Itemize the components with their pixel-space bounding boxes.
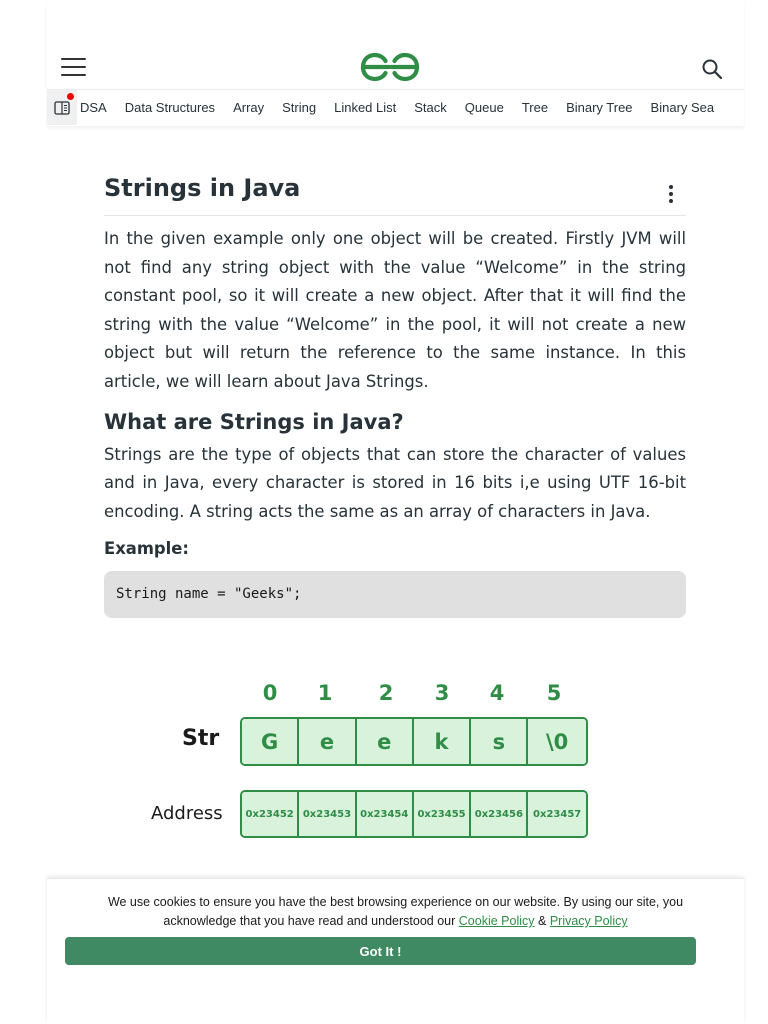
nav-item-binary-tree[interactable]: Binary Tree: [566, 100, 633, 115]
more-options-icon[interactable]: [668, 185, 674, 203]
index-label: 0: [262, 681, 278, 705]
address-cell: 0x23454: [357, 792, 414, 836]
got-it-button[interactable]: Got It !: [65, 937, 696, 965]
string-memory-diagram: [47, 666, 744, 856]
cookie-banner: [47, 878, 744, 1024]
section-heading: What are Strings in Java?: [104, 409, 404, 434]
nav-item-linked-list[interactable]: Linked List: [334, 100, 397, 115]
index-label: 3: [434, 681, 450, 705]
address-cell: 0x23457: [528, 792, 585, 836]
nav-item-data-structures[interactable]: Data Structures: [124, 100, 216, 115]
nav-item-queue[interactable]: Queue: [464, 100, 504, 115]
topic-navbar: [47, 89, 744, 125]
char-cells: [240, 717, 588, 766]
nav-item-array[interactable]: Array: [233, 100, 265, 115]
address-row-label: Address: [151, 803, 223, 824]
nav-item-binary-search[interactable]: Binary Sea: [650, 100, 715, 115]
char-cell: s: [471, 719, 528, 764]
hamburger-menu-icon[interactable]: [61, 58, 86, 76]
str-row-label: Str: [182, 726, 220, 751]
nav-item-string[interactable]: String: [282, 100, 317, 115]
address-cell: 0x23455: [414, 792, 471, 836]
char-cell: G: [242, 719, 299, 764]
section-paragraph: Strings are the type of objects that can store the character of values and in Java, every character is stored in 16 bits i,e using UTF 16-bit encoding. A string acts the same as an array of characters in Java.: [104, 444, 686, 521]
article-title: Strings in Java: [104, 174, 301, 202]
address-cell: 0x23453: [299, 792, 356, 836]
address-cells: [240, 790, 588, 838]
intro-paragraph: In the given example only one object will be created. Firstly JVM will not find any string object with the value “Welcome” in the string constant pool, so it will create a new object. After that it will find the string with the value “Welcome” in the pool, it will not create a new object but will return the reference to the same instance. In this article, we will learn about Java Strings.: [104, 229, 686, 391]
geeksforgeeks-logo-icon[interactable]: [360, 52, 420, 82]
notification-dot: [67, 93, 74, 100]
article-list-icon[interactable]: [47, 90, 77, 126]
article-title-row: [104, 168, 686, 216]
address-cell: 0x23452: [242, 792, 299, 836]
address-cell: 0x23456: [471, 792, 528, 836]
privacy-policy-link[interactable]: Privacy Policy: [549, 914, 628, 928]
cookie-line-2: acknowledge that you have read and understood our: [163, 914, 456, 928]
index-label: 1: [317, 681, 333, 705]
char-cell: e: [357, 719, 414, 764]
nav-item-dsa[interactable]: DSA: [80, 100, 107, 115]
cookie-policy-link[interactable]: Cookie Policy: [458, 914, 535, 928]
site-header: [47, 0, 744, 126]
search-icon[interactable]: [701, 58, 723, 80]
char-cell: \0: [528, 719, 585, 764]
ampersand: &: [537, 914, 547, 928]
index-label: 4: [489, 681, 505, 705]
code-block: String name = "Geeks";: [104, 571, 686, 618]
cookie-line-1: We use cookies to ensure you have the best browsing experience on our website. By using our site, you: [107, 895, 684, 909]
char-cell: e: [299, 719, 356, 764]
nav-item-tree[interactable]: Tree: [521, 100, 549, 115]
index-label: 5: [546, 681, 562, 705]
index-label: 2: [378, 681, 394, 705]
page-frame: [47, 0, 744, 1024]
example-label: Example:: [104, 539, 189, 559]
article-content: [104, 168, 686, 618]
nav-item-stack[interactable]: Stack: [414, 100, 447, 115]
char-cell: k: [414, 719, 471, 764]
cookie-message: [77, 893, 714, 931]
